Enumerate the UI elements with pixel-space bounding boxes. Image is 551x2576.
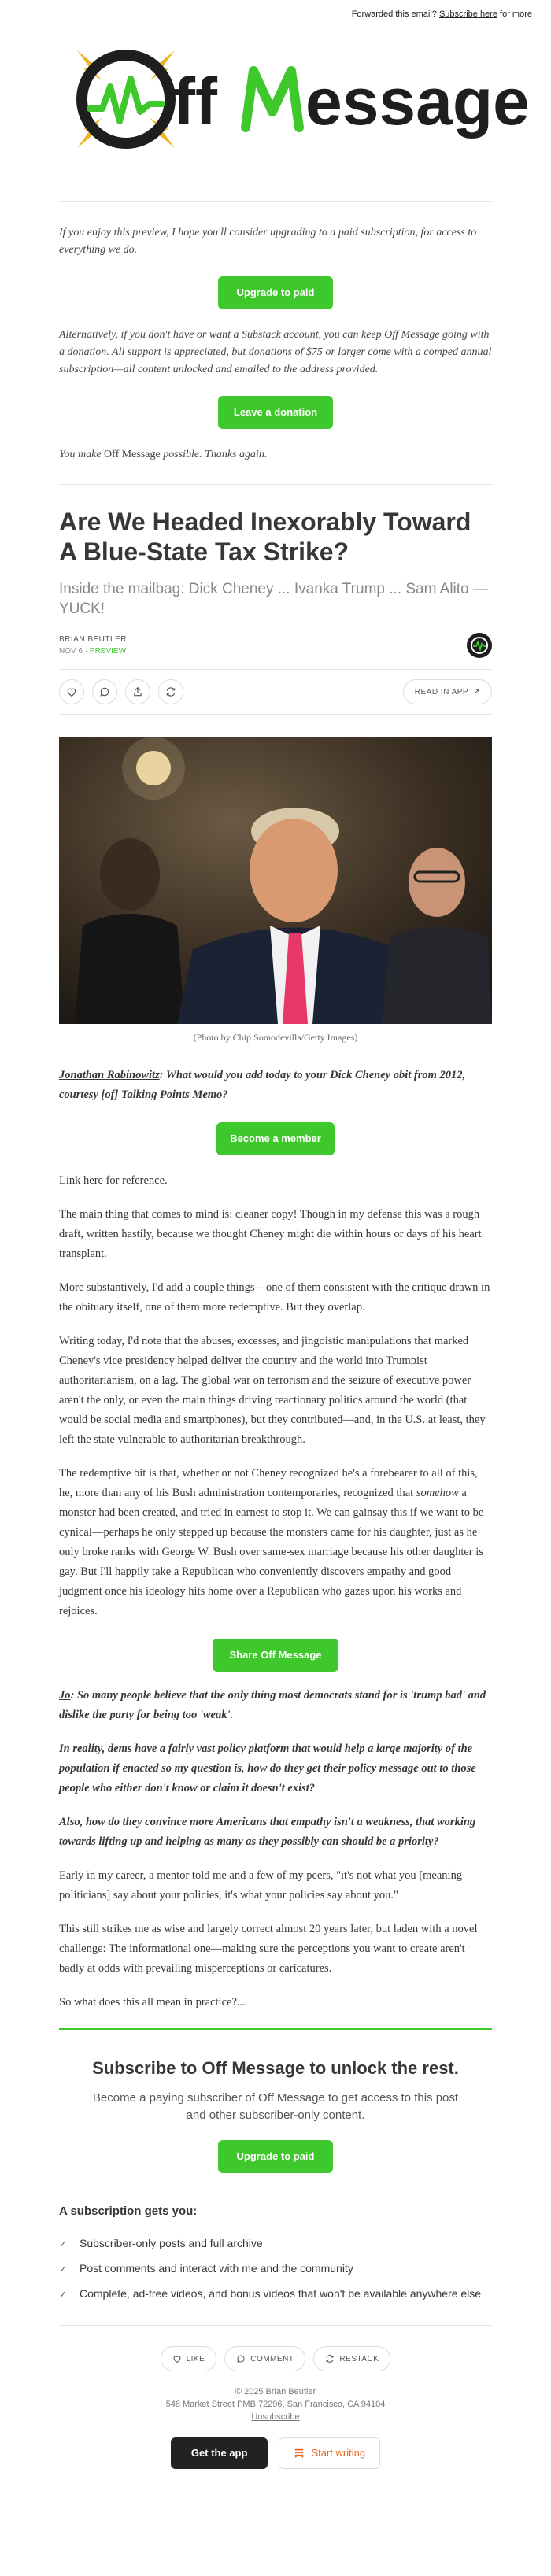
question-2-part: In reality, dems have a fairly vast policy platform that would help a large majority of the population if enacted so my question is, how do they get their policy message out to those people who either don't know or claim it doesn't exist?	[59, 1743, 476, 1794]
start-writing-button[interactable]	[279, 2437, 380, 2469]
read-in-app-button[interactable]	[403, 679, 492, 704]
check-icon: ✓	[59, 2289, 68, 2300]
photo-illustration	[59, 737, 492, 1024]
paywall-divider	[59, 2028, 492, 2030]
share-button[interactable]	[125, 679, 150, 704]
benefit-item	[59, 2260, 492, 2278]
preview-label: PREVIEW	[89, 647, 127, 656]
waveform-icon	[470, 636, 489, 655]
upsell-section	[59, 201, 492, 485]
post-title[interactable]: Are We Headed Inexorably Toward A Blue-State Tax Strike?	[59, 508, 471, 566]
asker-name-2: Jo	[59, 1689, 71, 1702]
forward-bar	[0, 0, 551, 28]
logo-text-essage: essage	[305, 65, 530, 139]
question-1	[59, 1066, 492, 1105]
benefit-text: Subscriber-only posts and full archive	[80, 2237, 263, 2249]
upgrade-to-paid-button[interactable]: Upgrade to paid	[218, 276, 333, 309]
benefit-text: Post comments and interact with me and the community	[80, 2262, 353, 2275]
forward-prefix: Forwarded this email?	[351, 9, 437, 19]
hero-photo[interactable]	[59, 737, 492, 1024]
leave-donation-button[interactable]: Leave a donation	[218, 396, 333, 429]
footer-restack-button[interactable]	[313, 2346, 390, 2371]
arrow-up-right-icon: ↗	[473, 687, 480, 697]
question-1-text: : What would you add today to your Dick Cheney obit from 2012, courtesy [of] Talking Points Memo?	[59, 1069, 466, 1101]
share-off-message-button[interactable]: Share Off Message	[213, 1639, 338, 1672]
post-date: NOV 6 · PREVIEW	[59, 647, 127, 656]
restack-icon	[165, 686, 176, 697]
comment-button[interactable]	[92, 679, 117, 704]
restack-icon	[325, 2354, 335, 2363]
address-text: 548 Market Street PMB 72296, San Francisco, CA 94104	[165, 2400, 386, 2409]
benefit-item	[59, 2235, 492, 2253]
comment-icon	[99, 686, 110, 697]
upsell-note: If you enjoy this preview, I hope you'll consider upgrading to a paid subscription, for access to everything we do.	[59, 227, 477, 256]
thanks-prefix: You make	[59, 449, 102, 460]
post-header	[59, 507, 492, 715]
divider	[59, 714, 492, 715]
heart-icon	[172, 2354, 182, 2363]
benefit-item	[59, 2286, 492, 2303]
copyright-text: © 2025 Brian Beutler	[235, 2387, 316, 2397]
publication-avatar[interactable]	[467, 633, 492, 658]
substack-icon	[294, 2448, 305, 2459]
paragraph-part: The redemptive bit is that, whether or not Cheney recognized he's a forebearer to all of this, he, more than any of his Bush administration contemporaries, recognized that	[59, 1467, 478, 1499]
paragraph: The main thing that comes to mind is: cleaner copy! Though in my defense this was a rough draft, written hastily, because we thought Cheney might die within hours or days of his heart transplant.	[59, 1208, 482, 1260]
footer	[59, 2346, 492, 2469]
benefits-list	[59, 2235, 492, 2303]
thanks-brand: Off Message	[104, 449, 161, 460]
thanks-note	[59, 446, 492, 464]
paywall-section	[59, 2028, 492, 2326]
post-subtitle: Inside the mailbag: Dick Cheney ... Ivanka Trump ... Sam Alito — YUCK!	[59, 581, 488, 617]
logo-m-mark	[246, 71, 299, 128]
thanks-suffix: possible. Thanks again.	[163, 449, 268, 460]
donation-note: Alternatively, if you don't have or want a Substack account, you can keep Off Message going with a donation. All support is appreciated, but donations of $75 or larger come with a comped annual subscription—all content unlocked and emailed to the address provided.	[59, 329, 492, 375]
paragraph: So what does this all mean in practice?...	[59, 1996, 246, 2009]
like-label: LIKE	[186, 2354, 205, 2363]
unsubscribe-link[interactable]: Unsubscribe	[251, 2412, 300, 2422]
question-2-text: : So many people believe that the only thing most democrats stand for is 'trump bad' and dislike the party for being too 'weak'.	[59, 1689, 486, 1721]
paywall-description: Become a paying subscriber of Off Message to get access to this post and other subscriber-only content.	[92, 2091, 459, 2122]
become-member-button[interactable]: Become a member	[216, 1122, 335, 1155]
comment-label: COMMENT	[250, 2354, 294, 2363]
photo-caption: (Photo by Chip Somodevilla/Getty Images)	[193, 1032, 358, 1043]
paywall-upgrade-button[interactable]: Upgrade to paid	[218, 2140, 333, 2173]
paywall-title: Subscribe to Off Message to unlock the rest.	[92, 2058, 459, 2078]
restack-label: RESTACK	[339, 2354, 379, 2363]
logo-text-ff: ff	[173, 65, 217, 139]
benefits-title: A subscription gets you:	[59, 2205, 198, 2218]
asker-name-1: Jonathan Rabinowitz	[59, 1069, 160, 1081]
footer-comment-button[interactable]	[224, 2346, 305, 2371]
hero-image-block	[59, 737, 492, 1044]
date-text: NOV 6	[59, 647, 83, 656]
get-the-app-button[interactable]: Get the app	[171, 2437, 268, 2469]
read-in-app-label: READ IN APP	[414, 687, 469, 697]
heart-icon	[66, 686, 77, 697]
divider	[59, 201, 492, 202]
divider	[59, 2325, 492, 2326]
divider	[59, 484, 492, 485]
paragraph-part: a monster had been created, and tried in earnest to stop it. We can gainsay this if we want to be cynical—perhaps he only stepped up because the monsters came for his daughter, just as he only broke ranks with George W. Bush over same-sex marriage because his other daughter is gay. But I'll happily take a Republican who conveniently discovers empathy and good judgment once his ideology hits home over a Republican who gazes upon his works and rejoices.	[59, 1487, 484, 1617]
forward-suffix: for more	[500, 9, 532, 19]
waveform-icon	[90, 79, 162, 121]
reference-paragraph	[59, 1171, 492, 1191]
check-icon: ✓	[59, 2264, 68, 2275]
paragraph: Early in my career, a mentor told me and a few of my peers, "it's not what you [meaning politicians] say about your policies, it's what your policies say about you."	[59, 1869, 463, 1902]
subscribe-here-link[interactable]: Subscribe here	[438, 9, 497, 19]
byline-row	[59, 633, 492, 658]
benefit-text: Complete, ad-free videos, and bonus videos that won't be available anywhere else	[80, 2287, 482, 2300]
question-2	[59, 1686, 492, 1725]
article-body	[59, 1066, 492, 2012]
footer-action-row	[59, 2346, 492, 2371]
paragraph: More substantively, I'd add a couple things—one of them consistent with the critique drawn in the obituary itself, one of them more redemptive. But they overlap.	[59, 1281, 490, 1314]
footer-like-button[interactable]	[161, 2346, 217, 2371]
post-action-bar	[59, 670, 492, 714]
paragraph: Writing today, I'd note that the abuses, excesses, and jingoistic manipulations that marked Cheney's vice presidency helped deliver the country and the world into Trumpist authoritarianism, on a lag. The global war on terrorism and the seizure of executive power aren't the only, or even the main things driving reactionary politics around the world (that would be social media and smartphones), but they contributed—and, in the U.S. at least, they left the state vulnerable to authoritarian breakthrough.	[59, 1335, 486, 1446]
author-name[interactable]: BRIAN BEUTLER	[59, 635, 127, 644]
reference-suffix: .	[165, 1174, 168, 1187]
like-button[interactable]	[59, 679, 84, 704]
share-icon	[132, 686, 143, 697]
paragraph-emphasis: somehow	[416, 1487, 459, 1499]
start-writing-label: Start writing	[311, 2447, 366, 2459]
off-message-logo[interactable]	[55, 36, 530, 162]
paragraph: This still strikes me as wise and largely correct almost 20 years later, but laden with a novel challenge: The informational one—making sure the perceptions you want to create aren't badly at odds with prevailing misperceptions or caricatures.	[59, 1923, 478, 1975]
question-2-part: Also, how do they convince more Americans that empathy isn't a weakness, that working towards lifting up and helping as many as they possibly can should be a priority?	[59, 1816, 476, 1848]
restack-button[interactable]	[158, 679, 183, 704]
comment-icon	[236, 2354, 246, 2363]
logo-graphic	[55, 36, 530, 162]
paragraph	[59, 1464, 492, 1621]
reference-link[interactable]: Link here for reference	[59, 1174, 165, 1187]
check-icon: ✓	[59, 2238, 68, 2249]
footer-cta-row	[59, 2437, 492, 2469]
